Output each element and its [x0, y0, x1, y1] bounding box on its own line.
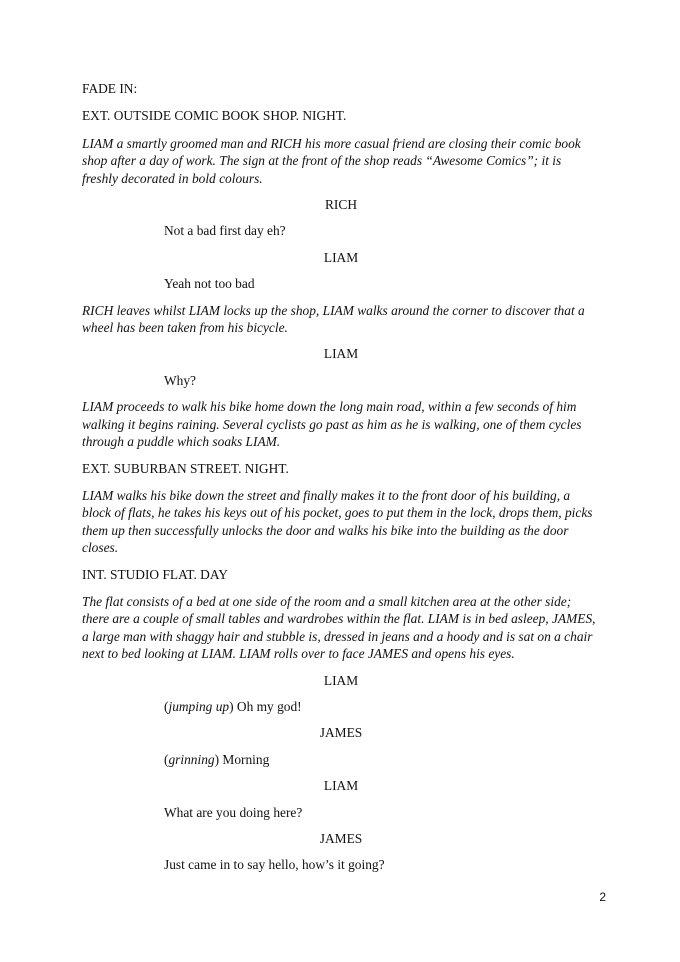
dialogue-line: Why? [164, 372, 196, 388]
dialogue-line [82, 698, 600, 715]
scene-heading: EXT. SUBURBAN STREET. NIGHT. [82, 460, 289, 476]
parenthetical-open: ( [164, 698, 169, 714]
parenthetical: grinning [168, 751, 215, 767]
character-name: LIAM [323, 672, 359, 688]
action-text: RICH leaves whilst LIAM locks up the shop, LIAM walks around the corner to discover that a wheel has been taken from his bicycle. [82, 302, 585, 336]
scene-heading: INT. STUDIO FLAT. DAY [82, 566, 228, 582]
character-name: LIAM [323, 346, 359, 362]
dialogue-line: What are you doing here? [164, 804, 303, 820]
dialogue-line: Just came in to say hello, how’s it going? [164, 857, 385, 873]
parenthetical-close: ) [229, 698, 234, 714]
character-name: RICH [325, 197, 357, 213]
action-text: LIAM walks his bike down the street and finally makes it to the front door of his building, a block of flats, he takes his keys out of his pocket, goes to put them in the lock, drops them, picks them up then successfully unlocks the door and walks his bike into the building as the door closes. [82, 487, 593, 556]
dialogue-text: Oh my god! [233, 698, 302, 714]
action-text: LIAM proceeds to walk his bike home down the long main road, within a few seconds of him walking it begins raining. Several cyclists go past as him as he is walking, one of them cycles through a puddle which soaks LIAM. [82, 399, 582, 450]
parenthetical-open: ( [164, 751, 169, 767]
character-name: JAMES [319, 725, 363, 741]
character-name: LIAM [323, 778, 359, 794]
page-number: 2 [599, 890, 606, 904]
dialogue-line: Not a bad first day eh? [164, 223, 286, 239]
parenthetical-close: ) [214, 751, 220, 767]
script-body [82, 80, 600, 883]
character-name: LIAM [323, 249, 359, 265]
action-text: The flat consists of a bed at one side of the room and a small kitchen area at the other side; there are a couple of small tables and wardrobes within the flat. LIAM is in bed asleep, JAMES, a large man with shaggy hair and stubble is, dressed in jeans and a hoody and is sat on a chair next to bed looking at LIAM. LIAM rolls over to face JAMES and opens his eyes. [82, 593, 596, 662]
character-name: JAMES [319, 831, 363, 846]
parenthetical: jumping up [168, 698, 230, 714]
dialogue-line: Yeah not too bad [164, 276, 255, 292]
transition-fade-in: FADE IN: [82, 81, 138, 96]
dialogue-line [82, 751, 600, 768]
action-text: LIAM a smartly groomed man and RICH his more casual friend are closing their comic book shop after a day of work. The sign at the front of the shop reads “Awesome Comics”; it is freshly decorated in bold colours. [82, 135, 581, 186]
scene-heading: EXT. OUTSIDE COMIC BOOK SHOP. NIGHT. [82, 108, 347, 124]
dialogue-text: Morning [219, 751, 270, 767]
